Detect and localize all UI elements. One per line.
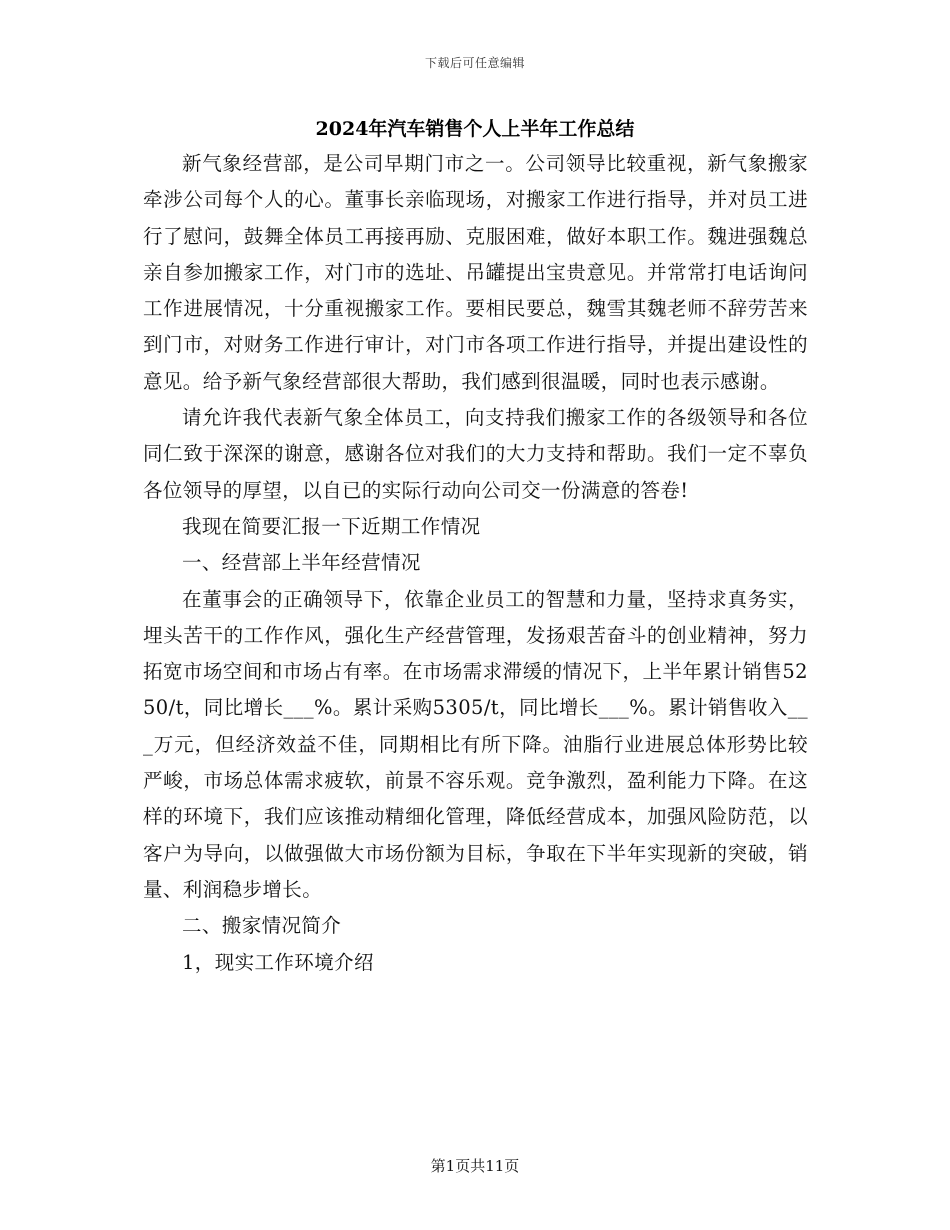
section-heading-2: 二、搬家情况简介 xyxy=(182,914,342,938)
subsection-heading-1: 1，现实工作环境介绍 xyxy=(182,950,374,974)
document-title: 2024年汽车销售个人上半年工作总结 xyxy=(315,118,635,140)
page-number: 第1页共11页 xyxy=(430,1157,520,1175)
header-note: 下载后可任意编辑 xyxy=(424,56,525,70)
paragraph-intro: 新气象经营部，是公司早期门市之一。公司领导比较重视，新气象搬家牵涉公司每个人的心。董事长亲临现场，对搬家工作进行指导，并对员工进行了慰问，鼓舞全体员工再接再励、克服困难，做好本职工作。魏进强魏总亲自参加搬家工作，对门市的选址、吊罐提出宝贵意见。并常常打电话询问工作进展情况，十分重视搬家工作。要相民要总，魏雪其魏老师不辞劳苦来到门市，对财务工作进行审计，对门市各项工作进行指导，并提出建设性的意见。给予新气象经营部很大帮助，我们感到很温暖，同时也表示感谢。 xyxy=(143,152,808,393)
paragraph-thanks: 请允许我代表新气象全体员工，向支持我们搬家工作的各级领导和各位同仁致于深深的谢意，感谢各位对我们的大力支持和帮助。我们一定不辜负各位领导的厚望，以自已的实际行动向公司交一份满意的答卷! xyxy=(143,406,808,502)
paragraph-report-intro: 我现在简要汇报一下近期工作情况 xyxy=(182,514,481,538)
document-body xyxy=(143,146,808,981)
paragraph-operations: 在董事会的正确领导下，依靠企业员工的智慧和力量，坚持求真务实，埋头苦干的工作作风，强化生产经营管理，发扬艰苦奋斗的创业精神，努力拓宽市场空间和市场占有率。在市场需求滞缓的情况下，上半年累计销售5250/t，同比增长___%。累计采购5305/t，同比增长___%。累计销售收入___万元，但经济效益不佳，同期相比有所下降。油脂行业进展总体形势比较严峻，市场总体需求疲软，前景不容乐观。竞争激烈，盈利能力下降。在这样的环境下，我们应该推动精细化管理，降低经营成本，加强风险防范，以客户为导向，以做强做大市场份额为目标，争取在下半年实现新的突破，销量、利润稳步增长。 xyxy=(143,587,808,901)
section-heading-1: 一、经营部上半年经营情况 xyxy=(182,551,421,575)
